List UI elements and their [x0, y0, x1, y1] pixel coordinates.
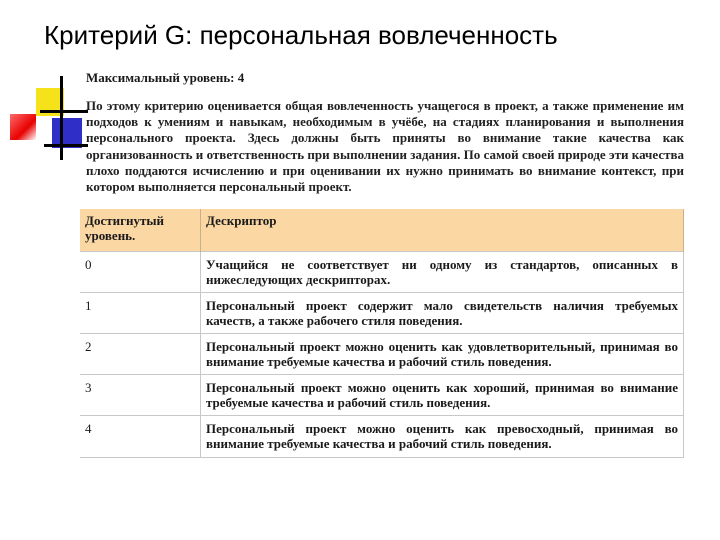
descriptor-cell — [201, 334, 684, 375]
table-header-row — [80, 209, 684, 252]
slide-title: Критерий G: персональная вовлеченность — [44, 20, 558, 50]
descriptor-emphasis: превосходный — [496, 421, 581, 437]
descriptor-text: , принимая во внимание требуемые качества и рабочий стиль поведения. — [206, 421, 678, 452]
level-cell: 0 — [80, 252, 201, 293]
descriptor-cell — [201, 375, 684, 416]
decorative-logo — [8, 70, 88, 170]
header-descriptor: Дескриптор — [201, 209, 684, 252]
descriptor-text: Персональный проект можно оценить как — [206, 380, 474, 396]
level-cell: 3 — [80, 375, 201, 416]
red-square — [10, 114, 36, 140]
level-cell: 4 — [80, 416, 201, 457]
descriptor-text: Учащийся не соответствует ни одному из стандартов, описанных в нижеследующих дескрипторах. — [206, 257, 678, 288]
descriptor-cell — [201, 416, 684, 457]
table-row — [80, 252, 684, 293]
table-row — [80, 334, 684, 375]
level-cell: 1 — [80, 293, 201, 334]
descriptor-text: Персональный проект содержит мало свидетельств наличия требуемых качеств, а также рабочего стиля поведения. — [206, 298, 678, 329]
table-row — [80, 416, 684, 457]
descriptor-cell — [201, 293, 684, 334]
max-level-label: Максимальный уровень: 4 — [86, 70, 245, 85]
descriptor-text: Персональный проект можно оценить как — [206, 339, 468, 355]
descriptor-emphasis: удовлетворительный — [467, 339, 593, 355]
criterion-description: По этому критерию оценивается общая вовлеченность учащегося в проект, а также применение им подходов к умениям и навыкам, необходимым в учёбе, на стадиях планирования и выполнения персонального проекта. Здесь должны быть приняты во внимание такие качества как организованность и ответственность при выполнении задания. По самой своей природе эти качества плохо поддаются исчислению и при оценивании их нужно принимать во внимание контекст, при котором выполняется персональный проект. — [86, 98, 684, 195]
table-row — [80, 293, 684, 334]
descriptor-text: , принимая во внимание требуемые качества и рабочий стиль поведения. — [206, 339, 678, 370]
descriptor-table — [80, 209, 684, 457]
level-cell: 2 — [80, 334, 201, 375]
scanned-document — [80, 70, 688, 458]
logo-vertical-line — [60, 76, 63, 160]
table-bottom-border — [80, 457, 684, 458]
descriptor-text: , принимая во внимание требуемые качества и рабочий стиль поведения. — [206, 380, 678, 411]
descriptor-cell — [201, 252, 684, 293]
header-level: Достигнутый уровень. — [80, 209, 201, 252]
descriptor-emphasis: хороший — [473, 380, 526, 396]
descriptor-text: Персональный проект можно оценить как — [206, 421, 497, 437]
table-row — [80, 375, 684, 416]
